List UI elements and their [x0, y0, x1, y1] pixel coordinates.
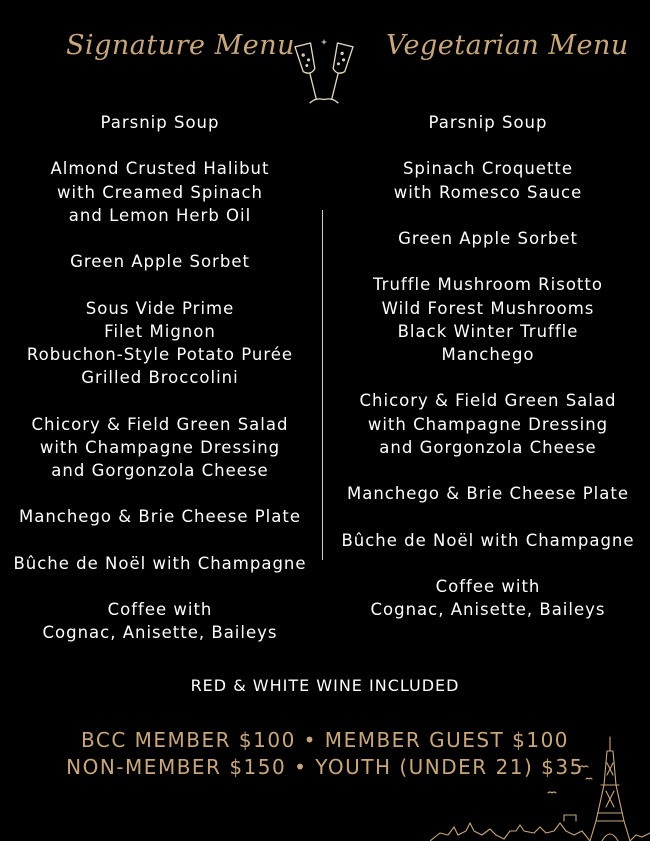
course-line: Sous Vide Prime [85, 298, 235, 318]
course-line: Truffle Mushroom Risotto [373, 275, 603, 295]
course-line: Robuchon-Style Potato Purée [26, 345, 294, 364]
course-line: Spinach Croquette [402, 159, 574, 179]
course-line: Wild Forest Mushrooms [381, 298, 595, 318]
menu-course [328, 389, 648, 459]
course-line: Green Apple Sorbet [398, 229, 578, 248]
course-line: with Romesco Sauce [393, 182, 583, 202]
course-line: with Champagne Dressing [367, 414, 609, 434]
course-line: and Gorgonzola Cheese [379, 437, 597, 457]
course-line: Grilled Broccolini [81, 368, 239, 388]
menu-course [0, 413, 320, 483]
course-line: Parsnip Soup [428, 113, 548, 132]
menu-course [328, 227, 648, 250]
course-line: Coffee with [107, 600, 213, 620]
course-line: with Creamed Spinach [56, 182, 264, 202]
course-line: Bûche de Noël with Champagne [13, 553, 307, 573]
paris-skyline-icon [430, 735, 650, 841]
course-line: Green Apple Sorbet [70, 252, 250, 272]
menu-course [328, 575, 648, 621]
menu-course [0, 250, 320, 273]
course-line: Bûche de Noël with Champagne [341, 530, 635, 550]
course-line: with Champagne Dressing [39, 437, 281, 457]
course-line: Chicory & Field Green Salad [31, 414, 289, 434]
course-line: Filet Mignon [104, 321, 216, 341]
menu-course [328, 157, 648, 203]
course-line: Coffee with [435, 577, 541, 596]
course-line: and Gorgonzola Cheese [51, 461, 269, 480]
pricing-line-2: NON-MEMBER $150 • YOUTH (UNDER 21) $35 [66, 755, 584, 779]
signature-menu-heading: Signature Menu [66, 30, 296, 61]
course-line: Almond Crusted Halibut [50, 159, 270, 179]
course-line: Parsnip Soup [100, 113, 220, 132]
course-line: Cognac, Anisette, Baileys [42, 623, 278, 643]
course-line: Black Winter Truffle [397, 321, 579, 341]
menu-course [0, 111, 320, 134]
course-line: and Lemon Herb Oil [68, 205, 252, 225]
menu-course [328, 529, 648, 552]
menu-course [0, 552, 320, 575]
course-line: Chicory & Field Green Salad [359, 391, 617, 411]
menu-course [328, 111, 648, 134]
menu-course [328, 482, 648, 505]
course-line: Cognac, Anisette, Baileys [370, 600, 606, 620]
menu-course [328, 273, 648, 366]
menu-course [0, 505, 320, 528]
champagne-glasses-icon [290, 38, 360, 110]
vegetarian-menu-heading: Vegetarian Menu [386, 30, 629, 61]
menu-course [0, 157, 320, 227]
pricing-line-1: BCC MEMBER $100 • MEMBER GUEST $100 [80, 728, 570, 752]
menu-course [0, 598, 320, 644]
column-divider [322, 210, 323, 560]
course-line: Manchego & Brie Cheese Plate [346, 484, 630, 504]
course-line: Manchego [441, 345, 535, 364]
course-line: Manchego & Brie Cheese Plate [18, 507, 302, 527]
wine-note: RED & WHITE WINE INCLUDED [190, 676, 460, 695]
menu-course [0, 297, 320, 390]
